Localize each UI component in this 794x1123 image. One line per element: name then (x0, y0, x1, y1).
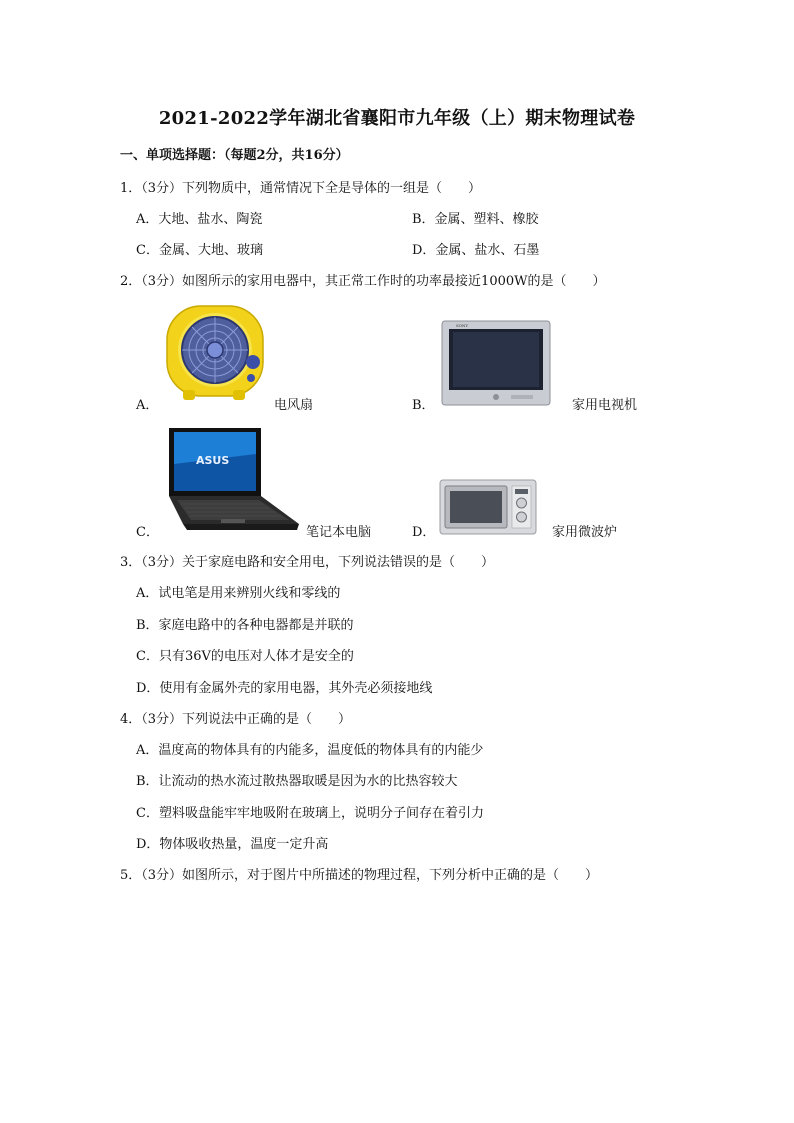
microwave-oven-image (439, 475, 537, 535)
question-1-option-c: C．金属、大地、玻璃 (136, 243, 263, 258)
question-2-option-d-name: 家用微波炉 (552, 525, 618, 540)
television-image (441, 320, 551, 406)
question-5-stem: 5．（3分）如图所示，对于图片中所描述的物理过程，下列分析中正确的是（ ） (120, 868, 599, 883)
electric-fan-image (163, 302, 267, 406)
question-2-option-c-letter: C． (136, 525, 159, 540)
question-1-option-a: A．大地、盐水、陶瓷 (136, 212, 263, 227)
question-2-option-c-name: 笔记本电脑 (306, 525, 372, 540)
question-4-option-b: B．让流动的热水流过散热器取暖是因为水的比热容较大 (136, 774, 458, 789)
question-1-option-d: D．金属、盐水、石墨 (412, 243, 540, 258)
question-2-option-a-name: 电风扇 (274, 398, 314, 413)
question-1-stem: 1．（3分）下列物质中，通常情况下全是导体的一组是（ ） (120, 181, 482, 196)
question-3-option-a: A．试电笔是用来辨别火线和零线的 (136, 586, 341, 601)
question-3-option-b: B．家庭电路中的各种电器都是并联的 (136, 618, 354, 633)
tv-brand-label: SONY (456, 323, 469, 328)
question-3-option-c: C．只有36V的电压对人体才是安全的 (136, 649, 354, 664)
section-heading: 一、单项选择题：（每题2分，共16分） (120, 148, 349, 163)
question-2-option-d-letter: D． (412, 525, 436, 540)
question-3-option-d: D．使用有金属外壳的家用电器，其外壳必须接地线 (136, 681, 433, 696)
question-2-option-a-letter: A． (136, 398, 159, 413)
question-2-option-b-name: 家用电视机 (572, 398, 638, 413)
laptop-logo: ASUS (196, 454, 230, 467)
question-2-stem: 2．（3分）如图所示的家用电器中，其正常工作时的功率最接近1000W的是（ ） (120, 274, 606, 289)
question-4-option-a: A．温度高的物体具有的内能多，温度低的物体具有的内能少 (136, 743, 484, 758)
question-4-option-d: D．物体吸收热量，温度一定升高 (136, 837, 329, 852)
question-3-stem: 3．（3分）关于家庭电路和安全用电，下列说法错误的是（ ） (120, 555, 495, 570)
laptop-image (163, 424, 303, 536)
question-4-option-c: C．塑料吸盘能牢牢地吸附在玻璃上，说明分子间存在着引力 (136, 806, 484, 821)
question-2-option-b-letter: B． (412, 398, 435, 413)
question-4-stem: 4．（3分）下列说法中正确的是（ ） (120, 712, 352, 727)
exam-title: 2021-2022学年湖北省襄阳市九年级（上）期末物理试卷 (158, 108, 636, 129)
question-1-option-b: B．金属、塑料、橡胶 (412, 212, 539, 227)
